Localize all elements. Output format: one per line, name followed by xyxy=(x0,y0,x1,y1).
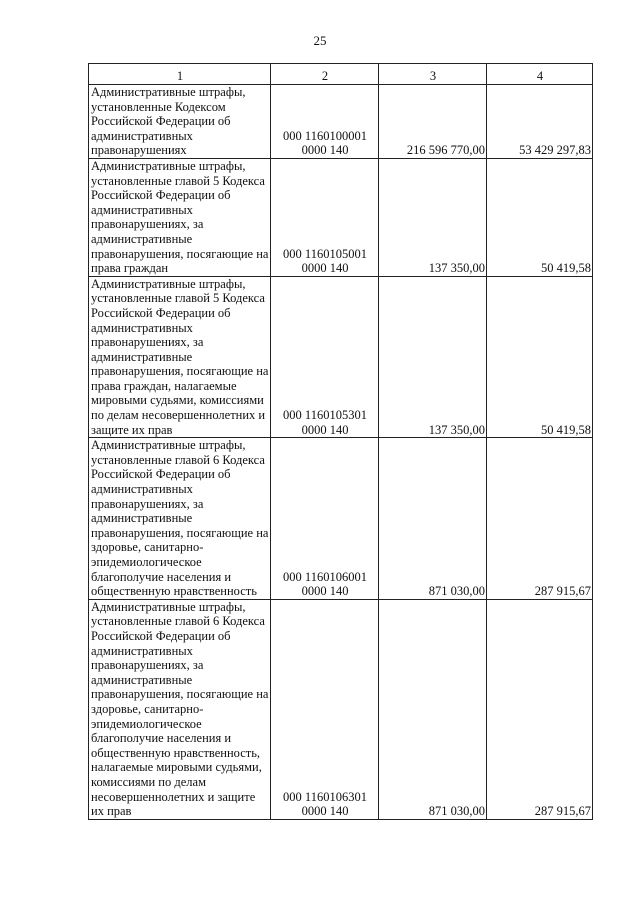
column-header-3: 3 xyxy=(379,64,487,85)
row-name: Административные штрафы, установленные Кодексом Российской Федерации об административных правонарушениях xyxy=(89,85,271,159)
budget-table xyxy=(88,63,593,820)
row-value-col3: 216 596 770,00 xyxy=(379,85,487,159)
row-code: 000 1160106001 0000 140 xyxy=(271,438,379,600)
row-value-col3: 137 350,00 xyxy=(379,276,487,438)
row-value-col3: 137 350,00 xyxy=(379,158,487,276)
row-code: 000 1160100001 0000 140 xyxy=(271,85,379,159)
column-header-1: 1 xyxy=(89,64,271,85)
page-number: 25 xyxy=(313,33,327,48)
table-row xyxy=(89,158,593,276)
column-header-2: 2 xyxy=(271,64,379,85)
column-header-4: 4 xyxy=(487,64,593,85)
row-value-col4: 50 419,58 xyxy=(487,276,593,438)
table-row xyxy=(89,599,593,819)
row-name: Административные штрафы, установленные главой 6 Кодекса Российской Федерации об административных правонарушениях, за административные правонарушения, посягающие на здоровье, санитарно-эпидемиологическое благополучие населения и общественную нравственность, налагаемые мировыми судьями, комиссиями по делам несовершеннолетних и защите их прав xyxy=(89,599,271,819)
row-name: Административные штрафы, установленные главой 6 Кодекса Российской Федерации об административных правонарушениях, за административные правонарушения, посягающие на здоровье, санитарно-эпидемиологическое благополучие населения и общественную нравственность xyxy=(89,438,271,600)
table-row xyxy=(89,276,593,438)
row-value-col3: 871 030,00 xyxy=(379,438,487,600)
row-name: Административные штрафы, установленные главой 5 Кодекса Российской Федерации об административных правонарушениях, за административные правонарушения, посягающие на права граждан, налагаемые мировыми судьями, комиссиями по делам несовершеннолетних и защите их прав xyxy=(89,276,271,438)
row-value-col4: 53 429 297,83 xyxy=(487,85,593,159)
row-value-col3: 871 030,00 xyxy=(379,599,487,819)
table-header-row xyxy=(89,64,593,85)
row-value-col4: 50 419,58 xyxy=(487,158,593,276)
row-code: 000 1160105001 0000 140 xyxy=(271,158,379,276)
row-name: Административные штрафы, установленные главой 5 Кодекса Российской Федерации об административных правонарушениях, за административные правонарушения, посягающие на права граждан xyxy=(89,158,271,276)
row-code: 000 1160106301 0000 140 xyxy=(271,599,379,819)
row-value-col4: 287 915,67 xyxy=(487,599,593,819)
table-row xyxy=(89,438,593,600)
row-code: 000 1160105301 0000 140 xyxy=(271,276,379,438)
row-value-col4: 287 915,67 xyxy=(487,438,593,600)
table-row xyxy=(89,85,593,159)
